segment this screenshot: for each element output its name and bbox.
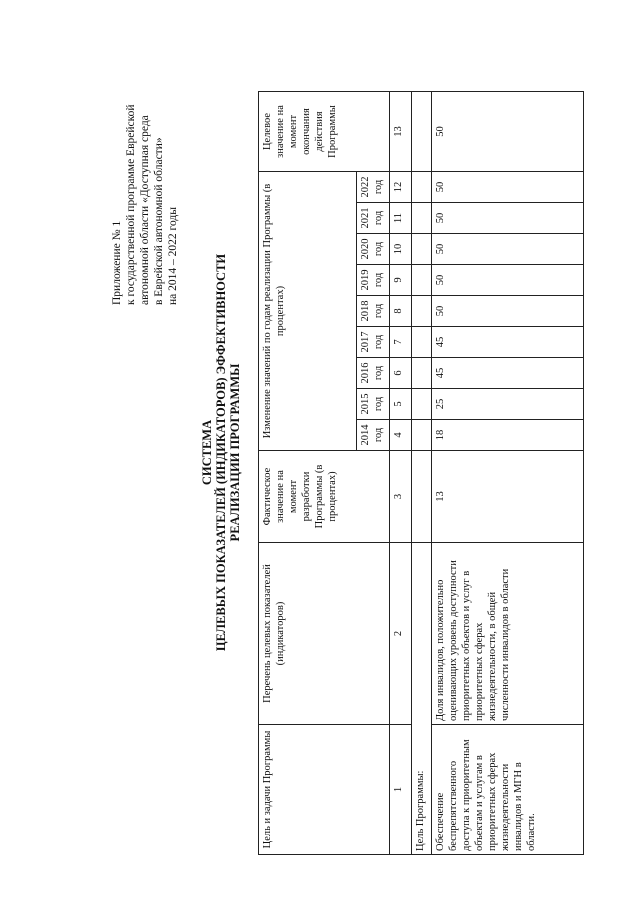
appendix-line: Приложение № 1 xyxy=(111,220,123,305)
document-title xyxy=(200,40,242,865)
empty-cell xyxy=(412,296,432,327)
empty-cell xyxy=(412,327,432,358)
column-number: 1 xyxy=(390,725,412,855)
column-number: 10 xyxy=(390,234,412,265)
goal-cell: Обеспечение беспрепятственного доступа к приоритетным объектам и услугам в приоритетных сферах жизнедеятельности инвалидов и МГН в области. xyxy=(432,725,584,855)
appendix-line: автономной области «Доступная среда xyxy=(139,115,151,305)
column-numbers-row xyxy=(390,92,412,855)
section-row xyxy=(412,92,432,855)
indicator-cell: Доля инвалидов, положительно оценивающих уровень доступности приоритетных объектов и услуг в приоритетных сферах жизнедеятельности, в общей численности инвалидов в области xyxy=(432,543,584,725)
column-number: 11 xyxy=(390,203,412,234)
year-value: 50 xyxy=(432,203,584,234)
year-value: 45 xyxy=(432,358,584,389)
year-value: 50 xyxy=(432,265,584,296)
header-changes: Изменение значений по годам реализации Программы (в процентах) xyxy=(259,172,357,451)
header-goal: Цель и задачи Программы xyxy=(259,725,390,855)
empty-cell xyxy=(412,389,432,420)
column-number: 8 xyxy=(390,296,412,327)
header-actual: Фактическое значение на момент разработки Программы (в процентах) xyxy=(259,451,390,543)
year-value: 50 xyxy=(432,296,584,327)
title-line: СИСТЕМА xyxy=(200,419,214,486)
empty-cell xyxy=(412,92,432,172)
year-cell: 2018 год xyxy=(357,296,390,327)
column-number: 4 xyxy=(390,420,412,451)
year-cell: 2016 год xyxy=(357,358,390,389)
table-row xyxy=(432,92,584,855)
year-cell: 2020 год xyxy=(357,234,390,265)
year-cell: 2022 год xyxy=(357,172,390,203)
header-target: Целевое значение на момент окончания действия Программы xyxy=(259,92,390,172)
year-value: 45 xyxy=(432,327,584,358)
appendix-line: в Еврейской автономной области» xyxy=(153,137,165,305)
appendix-line: на 2014 – 2022 годы xyxy=(167,207,179,305)
column-number: 6 xyxy=(390,358,412,389)
title-line: РЕАЛИЗАЦИИ ПРОГРАММЫ xyxy=(228,363,242,542)
year-cell: 2021 год xyxy=(357,203,390,234)
title-line: ЦЕЛЕВЫХ ПОКАЗАТЕЛЕЙ (ИНДИКАТОРОВ) ЭФФЕКТИВНОСТИ xyxy=(214,253,228,652)
actual-value: 13 xyxy=(432,451,584,543)
empty-cell xyxy=(412,420,432,451)
column-number: 13 xyxy=(390,92,412,172)
year-cell: 2015 год xyxy=(357,389,390,420)
column-number: 2 xyxy=(390,543,412,725)
empty-cell xyxy=(412,265,432,296)
target-value: 50 xyxy=(432,92,584,172)
column-number: 5 xyxy=(390,389,412,420)
year-value: 50 xyxy=(432,172,584,203)
header-row xyxy=(259,92,357,855)
year-value: 50 xyxy=(432,234,584,265)
section-label: Цель Программы: xyxy=(412,543,432,855)
column-number: 12 xyxy=(390,172,412,203)
empty-cell xyxy=(412,358,432,389)
column-number: 7 xyxy=(390,327,412,358)
indicators-table xyxy=(258,91,584,855)
empty-cell xyxy=(412,172,432,203)
year-cell: 2014 год xyxy=(357,420,390,451)
year-value: 25 xyxy=(432,389,584,420)
empty-cell xyxy=(412,234,432,265)
appendix-note xyxy=(110,45,180,305)
column-number: 3 xyxy=(390,451,412,543)
year-cell: 2019 год xyxy=(357,265,390,296)
year-cell: 2017 год xyxy=(357,327,390,358)
header-indicators: Перечень целевых показателей (индикаторов) xyxy=(259,543,390,725)
empty-cell xyxy=(412,203,432,234)
empty-cell xyxy=(412,451,432,543)
appendix-line: к государственной программе Еврейской xyxy=(125,104,137,305)
year-value: 18 xyxy=(432,420,584,451)
column-number: 9 xyxy=(390,265,412,296)
